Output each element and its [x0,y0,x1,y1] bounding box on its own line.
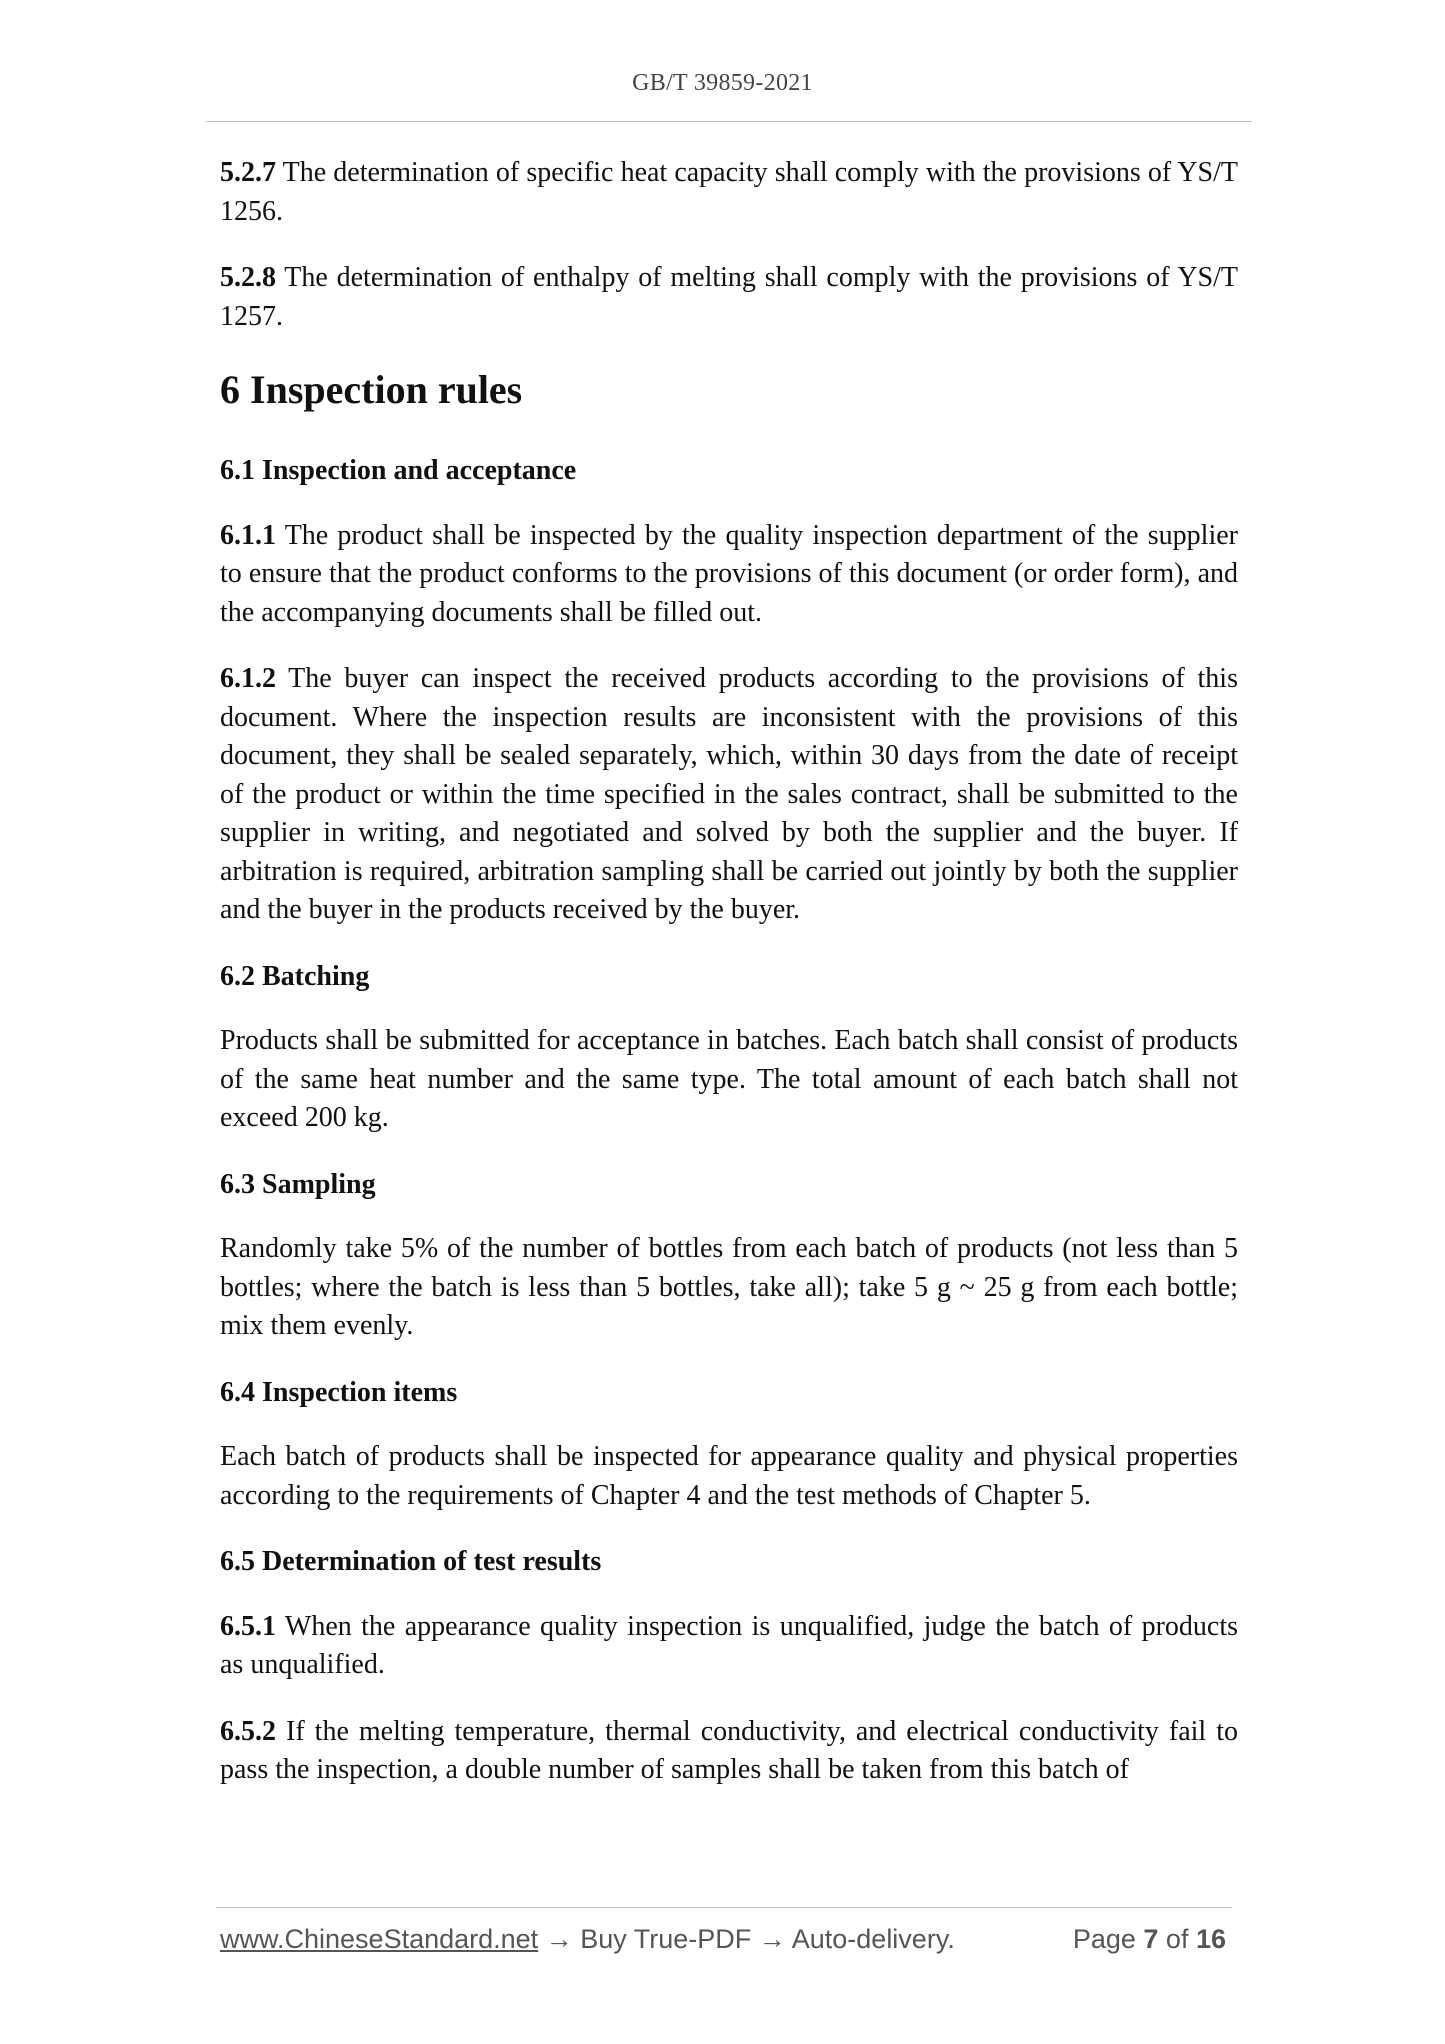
subsection-heading-6-5: 6.5 Determination of test results [220,1546,602,1577]
clause-text: The product shall be inspected by the quality inspection department of the supplier to ensure that the product conforms to the provisions of this document (or order form), and the accompanying documents shall be filled out. [220,519,1238,628]
page-indicator [1073,1924,1226,1955]
current-page-number: 7 [1143,1924,1159,1954]
clause-number: 6.1.1 [220,519,276,551]
clause-6-5-2 [220,1713,1238,1790]
total-pages-number: 16 [1195,1924,1226,1954]
clause-5-2-7 [220,154,1238,231]
clause-6-1-1 [220,517,1238,633]
page-header-standard-code: GB/T 39859-2021 [632,70,813,96]
clause-number: 5.2.7 [220,157,276,188]
clause-number: 6.1.2 [220,663,276,694]
footer-promo-text: → Buy True-PDF → Auto-delivery. [538,1924,955,1954]
website-link[interactable]: www.ChineseStandard.net [220,1924,539,1954]
clause-6-1-2 [220,660,1238,930]
subsection-heading-6-4: 6.4 Inspection items [220,1376,458,1408]
clause-text: The buyer can inspect the received products according to the provisions of this document. Where the inspection results are inconsistent with the provisions of this document, they shall be sealed separately, which, within 30 days from the date of receipt of the product or within the time specified in the sales contract, shall be submitted to the supplier in writing, and negotiated and solved by both the supplier and the buyer. If arbitration is required, arbitration sampling shall be carried out jointly by both the supplier and the buyer in the products received by the buyer. [220,663,1238,925]
clause-6-2-text: Products shall be submitted for acceptance in batches. Each batch shall consist of products of the same heat number and the same type. The total amount of each batch shall not exceed 200 kg. [220,1025,1238,1133]
clause-number: 5.2.8 [220,262,276,293]
subsection-heading-6-3: 6.3 Sampling [220,1168,376,1200]
document-body [220,154,1238,1818]
clause-text: When the appearance quality inspection is unqualified, judge the batch of products as unqualified. [220,1610,1238,1680]
clause-text: The determination of specific heat capacity shall comply with the provisions of YS/T 1256. [220,157,1238,227]
footer-promo [220,1924,955,1955]
page-label: Page [1072,1924,1144,1954]
clause-number: 6.5.2 [220,1715,276,1747]
clause-6-5-1 [220,1608,1238,1685]
clause-text: If the melting temperature, thermal conductivity, and electrical conductivity fail to pass the inspection, a double number of samples shall be taken from this batch of [220,1715,1238,1785]
clause-5-2-8 [220,259,1238,336]
page-footer [220,1924,1232,1964]
clause-text: The determination of enthalpy of melting shall comply with the provisions of YS/T 1257. [220,262,1238,332]
section-heading-6: 6 Inspection rules [220,367,523,412]
subsection-heading-6-2: 6.2 Batching [220,960,370,992]
clause-6-4-text: Each batch of products shall be inspected for appearance quality and physical properties according to the requirements of Chapter 4 and the test methods of Chapter 5. [220,1441,1238,1511]
footer-divider [216,1907,1232,1908]
header-divider [206,121,1252,122]
of-label: of [1158,1924,1196,1954]
clause-6-3-text: Randomly take 5% of the number of bottles from each batch of products (not less than 5 bottles; where the batch is less than 5 bottles, take all); take 5 g ~ 25 g from each bottle; mix them evenly. [220,1233,1238,1341]
clause-number: 6.5.1 [220,1610,276,1642]
subsection-heading-6-1: 6.1 Inspection and acceptance [220,455,577,486]
